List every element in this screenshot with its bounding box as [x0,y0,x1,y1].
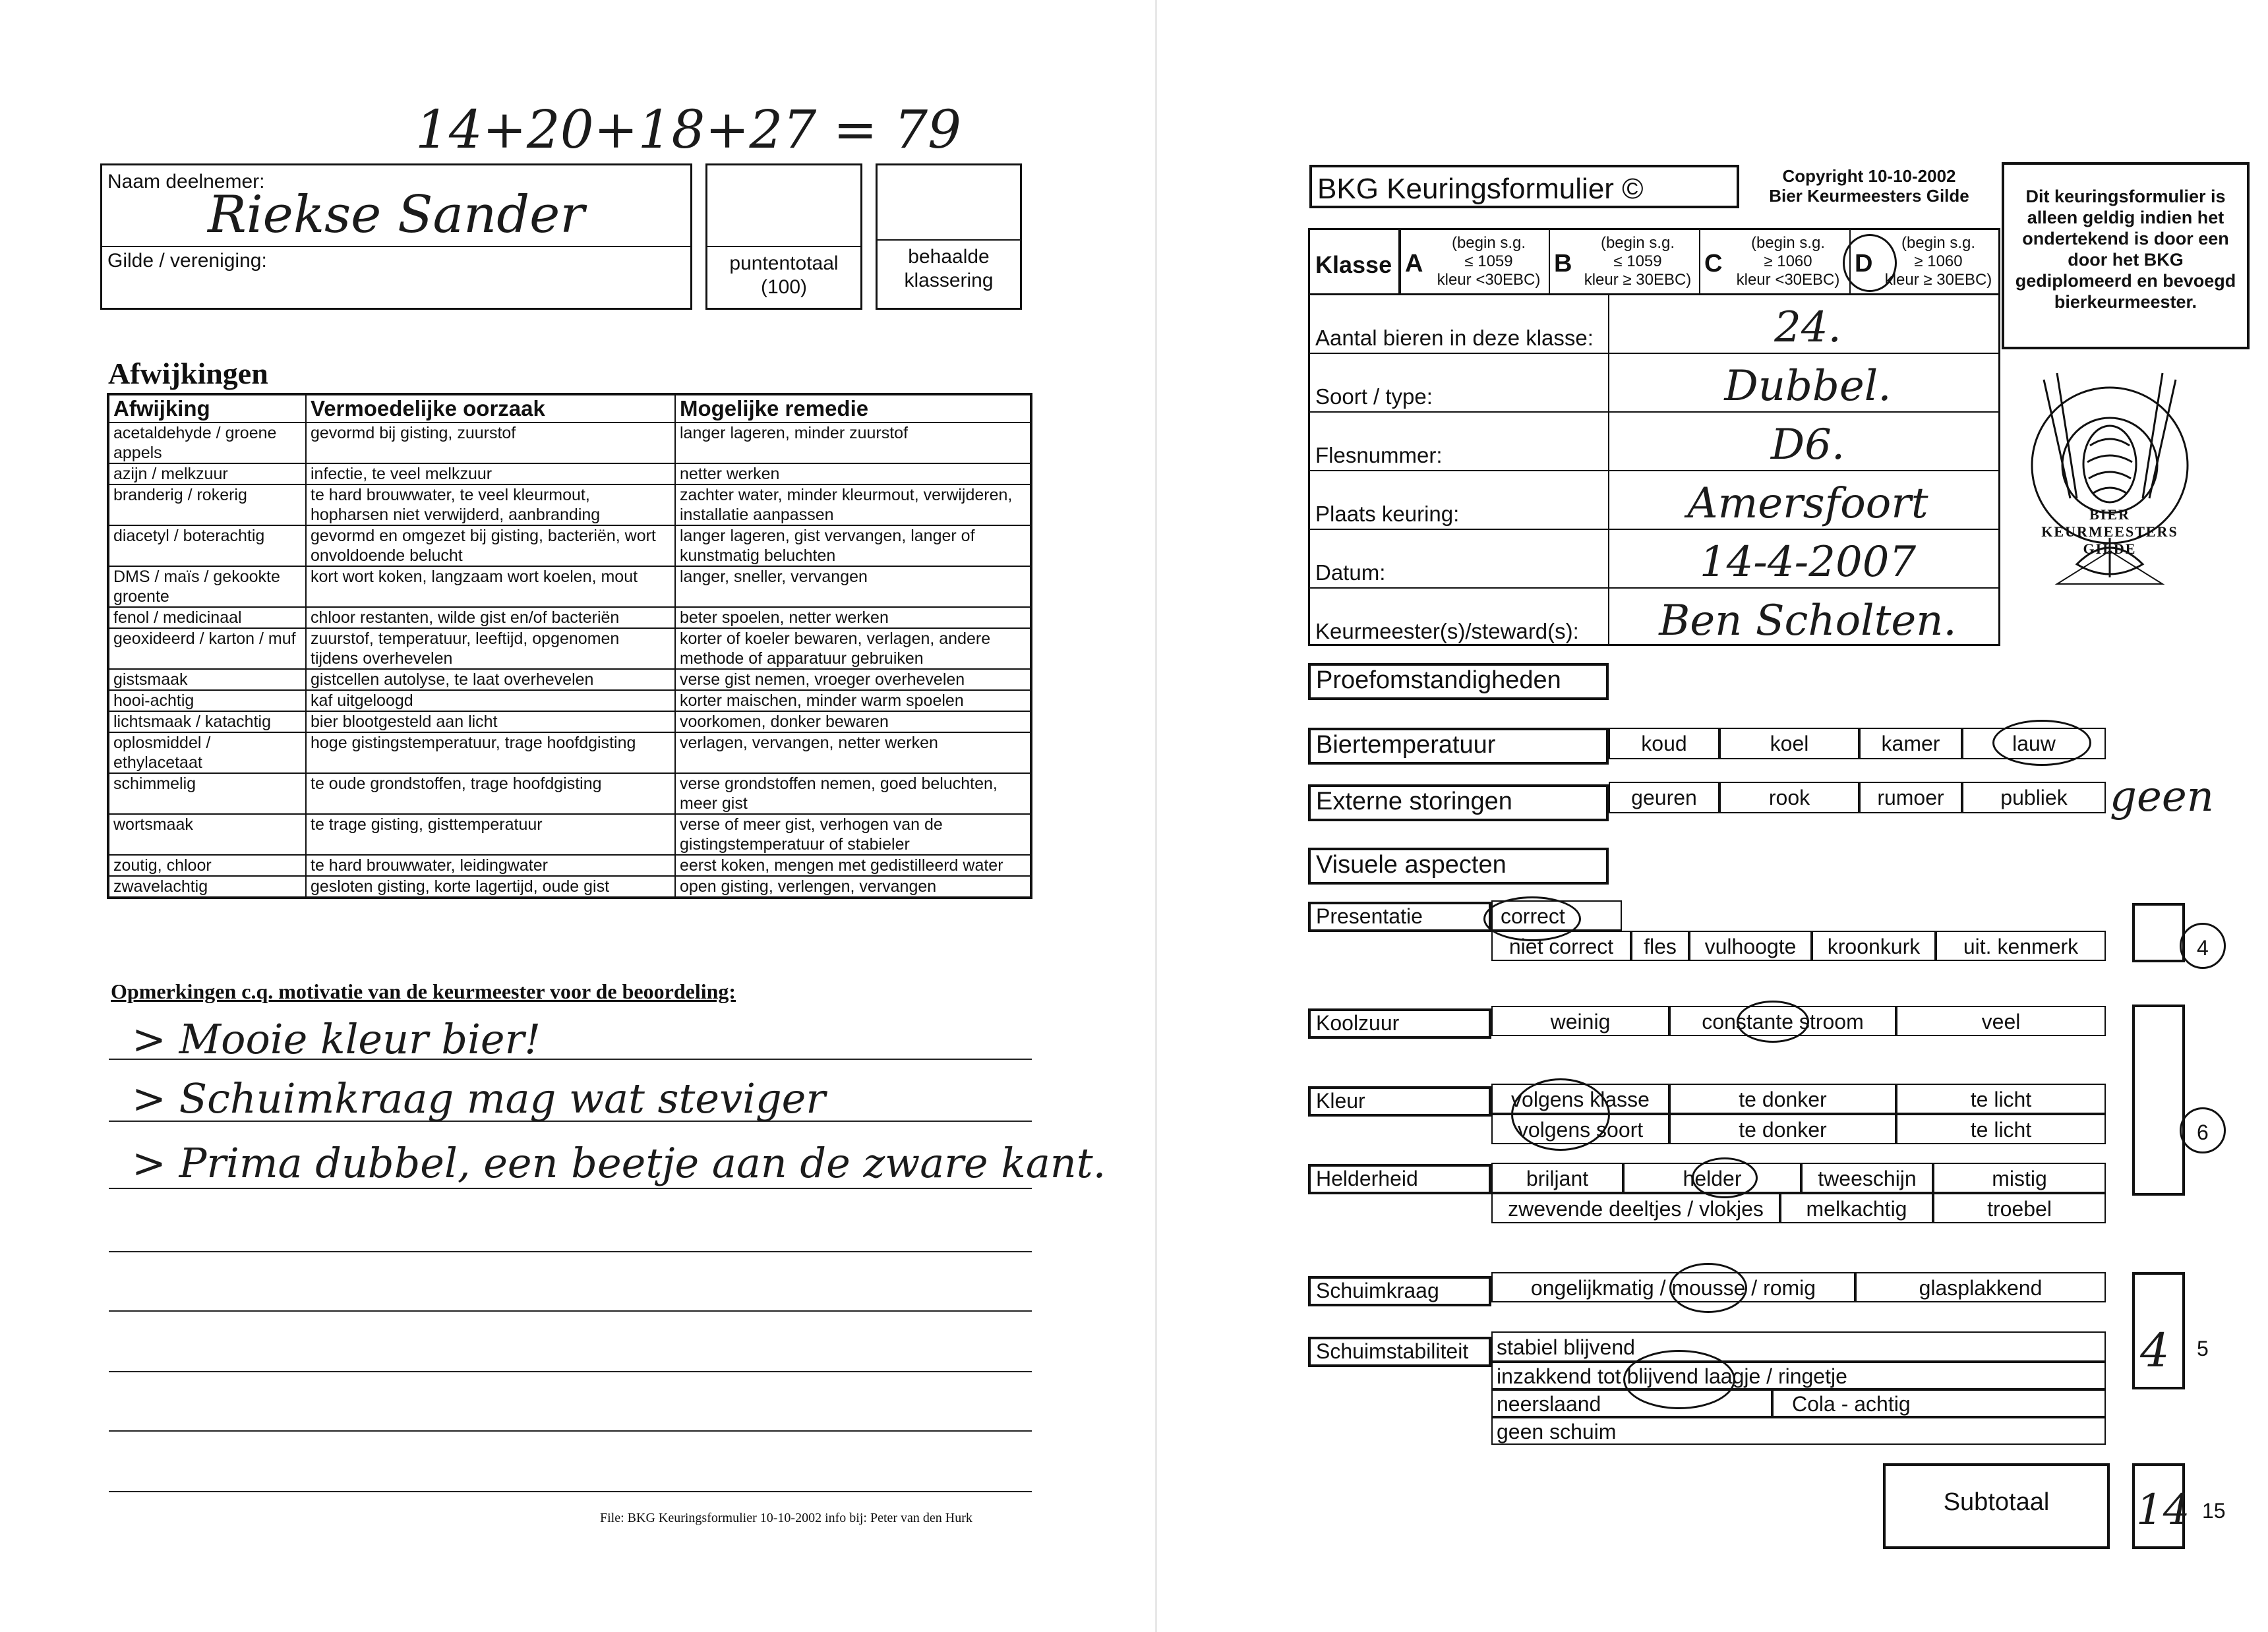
helderheid-mistig[interactable]: mistig [1933,1163,2106,1193]
form-title-box [1309,165,1739,208]
table-cell: bier blootgesteld aan licht [306,711,675,732]
presentatie-kroonkurk[interactable]: kroonkurk [1812,931,1936,961]
temp-koel[interactable]: koel [1719,728,1859,759]
rule-line [109,1430,1032,1432]
selection-circle [1483,896,1581,941]
klasse-option[interactable] [1549,230,1699,293]
table-cell: te hard brouwwater, te veel kleurmout, hopharsen niet verwijderd, aanbranding [306,484,675,525]
table-cell: geoxideerd / karton / muf [108,628,306,669]
klasse-label: Klasse [1315,251,1392,278]
kleur-volgens-soort[interactable]: volgens soort [1491,1114,1669,1144]
table-row [108,423,1031,463]
table-cell: te hard brouwwater, leidingwater [306,855,675,876]
info-field-label: Keurmeester(s)/steward(s): [1315,619,1579,643]
table-cell: chloor restanten, wilde gist en/of bacteriën [306,607,675,628]
helderheid-zwevende-deeltjes[interactable]: zwevende deeltjes / vlokjes [1491,1193,1780,1223]
table-cell: zuurstof, temperatuur, leeftijd, opgenomen tijdens overhevelen [306,628,675,669]
klasse-desc-line: (begin s.g. [1901,234,1976,252]
info-field-value[interactable]: D6. [1770,421,1845,469]
puntentotaal-max: (100) [760,276,808,298]
table-row [108,463,1031,484]
info-field-row [1310,589,1998,647]
afwijkingen-title: Afwijkingen [108,357,268,390]
table-cell: korter maischen, minder warm spoelen [675,690,1031,711]
table-cell: fenol / medicinaal [108,607,306,628]
info-field-row [1310,471,1998,530]
table-row [108,566,1031,607]
helderheid-briljant[interactable]: briljant [1491,1163,1623,1193]
klasse-option[interactable] [1699,230,1849,293]
participant-box [100,163,692,310]
info-field-row [1310,354,1998,413]
storing-rook[interactable]: rook [1719,782,1859,813]
biertemperatuur-label: Biertemperatuur [1308,728,1609,765]
table-cell: wortsmaak [108,814,306,855]
copyright-line: Bier Keurmeesters Gilde [1769,186,1969,206]
table-cell: verse grondstoffen nemen, goed beluchten, meer gist [675,773,1031,814]
klasse-desc-line: kleur <30EBC) [1437,271,1541,289]
info-field-label: Soort / type: [1315,384,1433,409]
table-cell: verlagen, vervangen, netter werken [675,732,1031,773]
column-header: Vermoedelijke oorzaak [306,394,675,423]
schuim-score[interactable]: 4 [2140,1324,2170,1378]
schuimkraag-ongelijkmatig[interactable]: ongelijkmatig / mousse / romig [1491,1272,1855,1302]
table-cell: eerst koken, mengen met gedistilleerd water [675,855,1031,876]
klasse-desc-line: ≤ 1059 [1464,252,1513,270]
presentatie-correct[interactable]: correct [1491,900,1622,931]
table-row [108,814,1031,855]
table-cell: DMS / maïs / gekookte groente [108,566,306,607]
klasse-desc-line: kleur ≥ 30EBC) [1884,271,1992,289]
koolzuur-label: Koolzuur [1308,1008,1491,1039]
klasse-desc-line: kleur ≥ 30EBC) [1584,271,1692,289]
kleur-te-licht[interactable]: te licht [1896,1084,2106,1114]
kleur-te-licht-2[interactable]: te licht [1896,1114,2106,1144]
table-cell: gevormd bij gisting, zuurstof [306,423,675,463]
table-cell: lichtsmaak / katachtig [108,711,306,732]
table-row [108,876,1031,898]
info-field-row [1310,413,1998,471]
subtotaal-score[interactable]: 14 [2136,1486,2190,1534]
klasse-desc-line: ≤ 1059 [1613,252,1662,270]
notice-text: Dit keuringsformulier is alleen geldig indien het ondertekend is door een door het BKG gediplomeerd en bevoegd bierkeurmeester. [2015,187,2236,312]
afwijkingen-table [107,393,1032,899]
rule-line [109,1188,1032,1189]
opmerking-line[interactable]: > Mooie kleur bier! [132,1015,541,1063]
kleur-label: Kleur [1308,1086,1491,1117]
rule-line [109,1310,1032,1312]
helderheid-label: Helderheid [1308,1164,1491,1194]
schuimkraag-label: Schuimkraag [1308,1276,1491,1306]
kleur-volgens-klasse[interactable]: volgens klasse [1491,1084,1669,1114]
temp-kamer[interactable]: kamer [1859,728,1962,759]
table-row [108,732,1031,773]
temp-koud[interactable]: koud [1609,728,1719,759]
table-cell: netter werken [675,463,1031,484]
table-cell: zwavelachtig [108,876,306,898]
table-cell: te oude grondstoffen, trage hoofdgisting [306,773,675,814]
presentatie-fles[interactable]: fles [1631,931,1689,961]
helderheid-tweeschijn[interactable]: tweeschijn [1801,1163,1933,1193]
table-cell: gesloten gisting, korte lagertijd, oude gist [306,876,675,898]
table-cell: voorkomen, donker bewaren [675,711,1031,732]
klassering-label-1: behaalde [908,246,990,268]
externe-note[interactable]: geen [2110,772,2214,821]
form-title: BKG Keuringsformulier © [1317,173,1644,205]
presentatie-vulhoogte[interactable]: vulhoogte [1689,931,1812,961]
table-row [108,773,1031,814]
temp-lauw[interactable]: lauw [1962,728,2106,759]
schuimstabiliteit-label: Schuimstabiliteit [1308,1337,1491,1367]
total-scribble: 14+20+18+27 = 79 [415,99,961,160]
info-field-row [1310,530,1998,589]
opmerking-line[interactable]: > Prima dubbel, een beetje aan de zware kant. [132,1139,1106,1187]
storing-rumoer[interactable]: rumoer [1859,782,1962,813]
storing-publiek[interactable]: publiek [1962,782,2106,813]
kleur-max: 6 [2197,1121,2209,1144]
divider [102,246,690,247]
file-note: File: BKG Keuringsformulier 10-10-2002 info bij: Peter van den Hurk [600,1511,972,1525]
klasse-option[interactable] [1400,230,1550,293]
stabiliteit-neerslaand[interactable]: neerslaand [1491,1389,1772,1417]
notice-box [2002,162,2250,349]
table-cell: hoge gistingstemperatuur, trage hoofdgisting [306,732,675,773]
selection-circle [1737,1001,1809,1043]
stabiliteit-stabiel[interactable]: stabiel blijvend [1491,1331,2106,1362]
subtotaal-score-box[interactable] [2132,1463,2190,1549]
opmerkingen-title: Opmerkingen c.q. motivatie van de keurmeester voor de beoordeling: [111,979,736,1003]
klasse-letter: D [1855,250,1873,277]
table-cell: oplosmiddel / ethylacetaat [108,732,306,773]
table-cell: open gisting, verlengen, vervangen [675,876,1031,898]
naam-label: Naam deelnemer: [107,171,265,192]
table-cell: gistcellen autolyse, te laat overhevelen [306,669,675,690]
table-cell: verse gist nemen, vroeger overhevelen [675,669,1031,690]
selection-circle [1692,1157,1758,1198]
table-row [108,607,1031,628]
table-row [108,484,1031,525]
table-cell: zoutig, chloor [108,855,306,876]
presentatie-max: 4 [2197,936,2209,960]
klassering-label-2: klassering [904,270,994,291]
logo-text: BIER KEURMEESTERS GILDE [2041,506,2178,557]
storing-geuren[interactable]: geuren [1609,782,1719,813]
table-cell: acetaldehyde / groene appels [108,423,306,463]
klasse-letter: B [1554,250,1572,277]
presentatie-label: Presentatie [1308,902,1491,932]
externe-storingen-label: Externe storingen [1308,784,1609,821]
klasse-desc [1427,234,1550,289]
table-cell: gistsmaak [108,669,306,690]
klasse-desc-line: ≥ 1060 [1764,252,1812,270]
table-cell: verse of meer gist, verhogen van de gistingstemperatuur of stabieler [675,814,1031,855]
gilde-label: Gilde / vereniging: [107,250,267,272]
visuele-aspecten-header: Visuele aspecten [1308,848,1609,885]
table-cell: gevormd en omgezet bij gisting, bacteriën, wort onvoldoende belucht [306,525,675,566]
koolzuur-weinig[interactable]: weinig [1491,1006,1669,1036]
klasse-desc-line: ≥ 1060 [1914,252,1963,270]
column-header: Afwijking [108,394,306,423]
schuim-max: 5 [2197,1337,2209,1360]
table-cell: zachter water, minder kleurmout, verwijderen, installatie aanpassen [675,484,1031,525]
rule-line [109,1371,1032,1372]
table-cell: te trage gisting, gisttemperatuur [306,814,675,855]
klasse-letter: A [1405,250,1423,277]
presentatie-niet-correct[interactable]: niet correct [1491,931,1631,961]
selection-circle [1511,1078,1610,1151]
koolzuur-veel[interactable]: veel [1896,1006,2106,1036]
table-cell: korter of koeler bewaren, verlagen, andere methode of apparatuur gebruiken [675,628,1031,669]
table-cell: infectie, te veel melkzuur [306,463,675,484]
rule-line [109,1251,1032,1252]
table-row [108,669,1031,690]
copyright [1747,166,1991,206]
table-row [108,628,1031,669]
info-field-value[interactable]: Dubbel. [1724,362,1892,411]
divider [707,246,860,247]
naam-value[interactable]: Riekse Sander [208,185,585,245]
info-field-label: Datum: [1315,560,1386,585]
table-cell: beter spoelen, netter werken [675,607,1031,628]
info-field-row [1310,295,1998,354]
subtotaal-label: Subtotaal [1943,1488,2050,1516]
info-field-label: Flesnummer: [1315,443,1443,467]
info-field-value[interactable]: Ben Scholten. [1659,597,1957,645]
info-field-value[interactable]: 14-4-2007 [1699,538,1917,587]
subtotaal-max: 15 [2202,1499,2226,1523]
table-cell: kaf uitgeloogd [306,690,675,711]
stabiliteit-geen-schuim[interactable]: geen schuim [1491,1417,2106,1445]
table-cell: langer, sneller, vervangen [675,566,1031,607]
kleur-te-donker[interactable]: te donker [1669,1084,1896,1114]
klasse-desc-line: (begin s.g. [1750,234,1826,252]
table-cell: langer lageren, minder zuurstof [675,423,1031,463]
table-cell: diacetyl / boterachtig [108,525,306,566]
rule-line [109,1491,1032,1492]
puntentotaal-label: puntentotaal [729,252,839,274]
selection-circle [1843,234,1897,292]
table-cell: azijn / melkzuur [108,463,306,484]
table-row [108,855,1031,876]
info-field-label: Plaats keuring: [1315,502,1460,526]
selection-circle [1669,1263,1747,1313]
info-field-value[interactable]: 24. [1774,303,1841,352]
klasse-desc-line: (begin s.g. [1451,234,1526,252]
info-field-label: Aantal bieren in deze klasse: [1315,326,1594,350]
puntentotaal-box[interactable] [705,163,862,310]
table-cell: langer lageren, gist vervangen, langer of kunstmatig beluchten [675,525,1031,566]
copyright-line: Copyright 10-10-2002 [1782,166,1956,186]
klasse-desc [1727,234,1849,289]
helderheid-troebel[interactable]: troebel [1933,1193,2106,1223]
selection-circle [1992,720,2091,766]
klasse-desc-line: (begin s.g. [1600,234,1675,252]
helderheid-melkachtig[interactable]: melkachtig [1780,1193,1933,1223]
divider [878,239,1020,241]
koolzuur-constante-stroom[interactable]: constante stroom [1669,1006,1896,1036]
presentatie-uit-kenmerk[interactable]: uit. kenmerk [1936,931,2106,961]
kleur-te-donker-2[interactable]: te donker [1669,1114,1896,1144]
table-row [108,711,1031,732]
koolzuur-kleur-score-box[interactable] [2132,1005,2185,1196]
info-table [1308,228,2000,646]
schuimkraag-glasplakkend[interactable]: glasplakkend [1855,1272,2106,1302]
presentatie-score-box[interactable] [2132,903,2185,962]
table-cell: kort wort koken, langzaam wort koelen, mout [306,566,675,607]
helderheid-helder[interactable]: helder [1623,1163,1801,1193]
info-field-value[interactable]: Amersfoort [1687,479,1928,528]
klasse-desc [1576,234,1699,289]
klassering-box[interactable] [876,163,1022,310]
table-cell: schimmelig [108,773,306,814]
klasse-desc-line: kleur <30EBC) [1736,271,1840,289]
table-header-row [108,394,1031,423]
stabiliteit-cola-achtig[interactable]: Cola - achtig [1772,1389,2106,1417]
proefomstandigheden-header: Proefomstandigheden [1308,663,1609,700]
stabiliteit-inzakkend[interactable]: inzakkend tot blijvend laagje / ringetje [1491,1362,2106,1389]
table-row [108,690,1031,711]
opmerking-line[interactable]: > Schuimkraag mag wat steviger [132,1074,825,1122]
bkg-logo [2017,366,2202,591]
table-cell: hooi-achtig [108,690,306,711]
selection-circle [1623,1350,1735,1409]
klasse-letter: C [1704,250,1723,277]
column-header: Mogelijke remedie [675,394,1031,423]
page-fold [1155,0,1157,1632]
table-cell: branderig / rokerig [108,484,306,525]
subtotaal-box [1883,1463,2110,1549]
table-row [108,525,1031,566]
